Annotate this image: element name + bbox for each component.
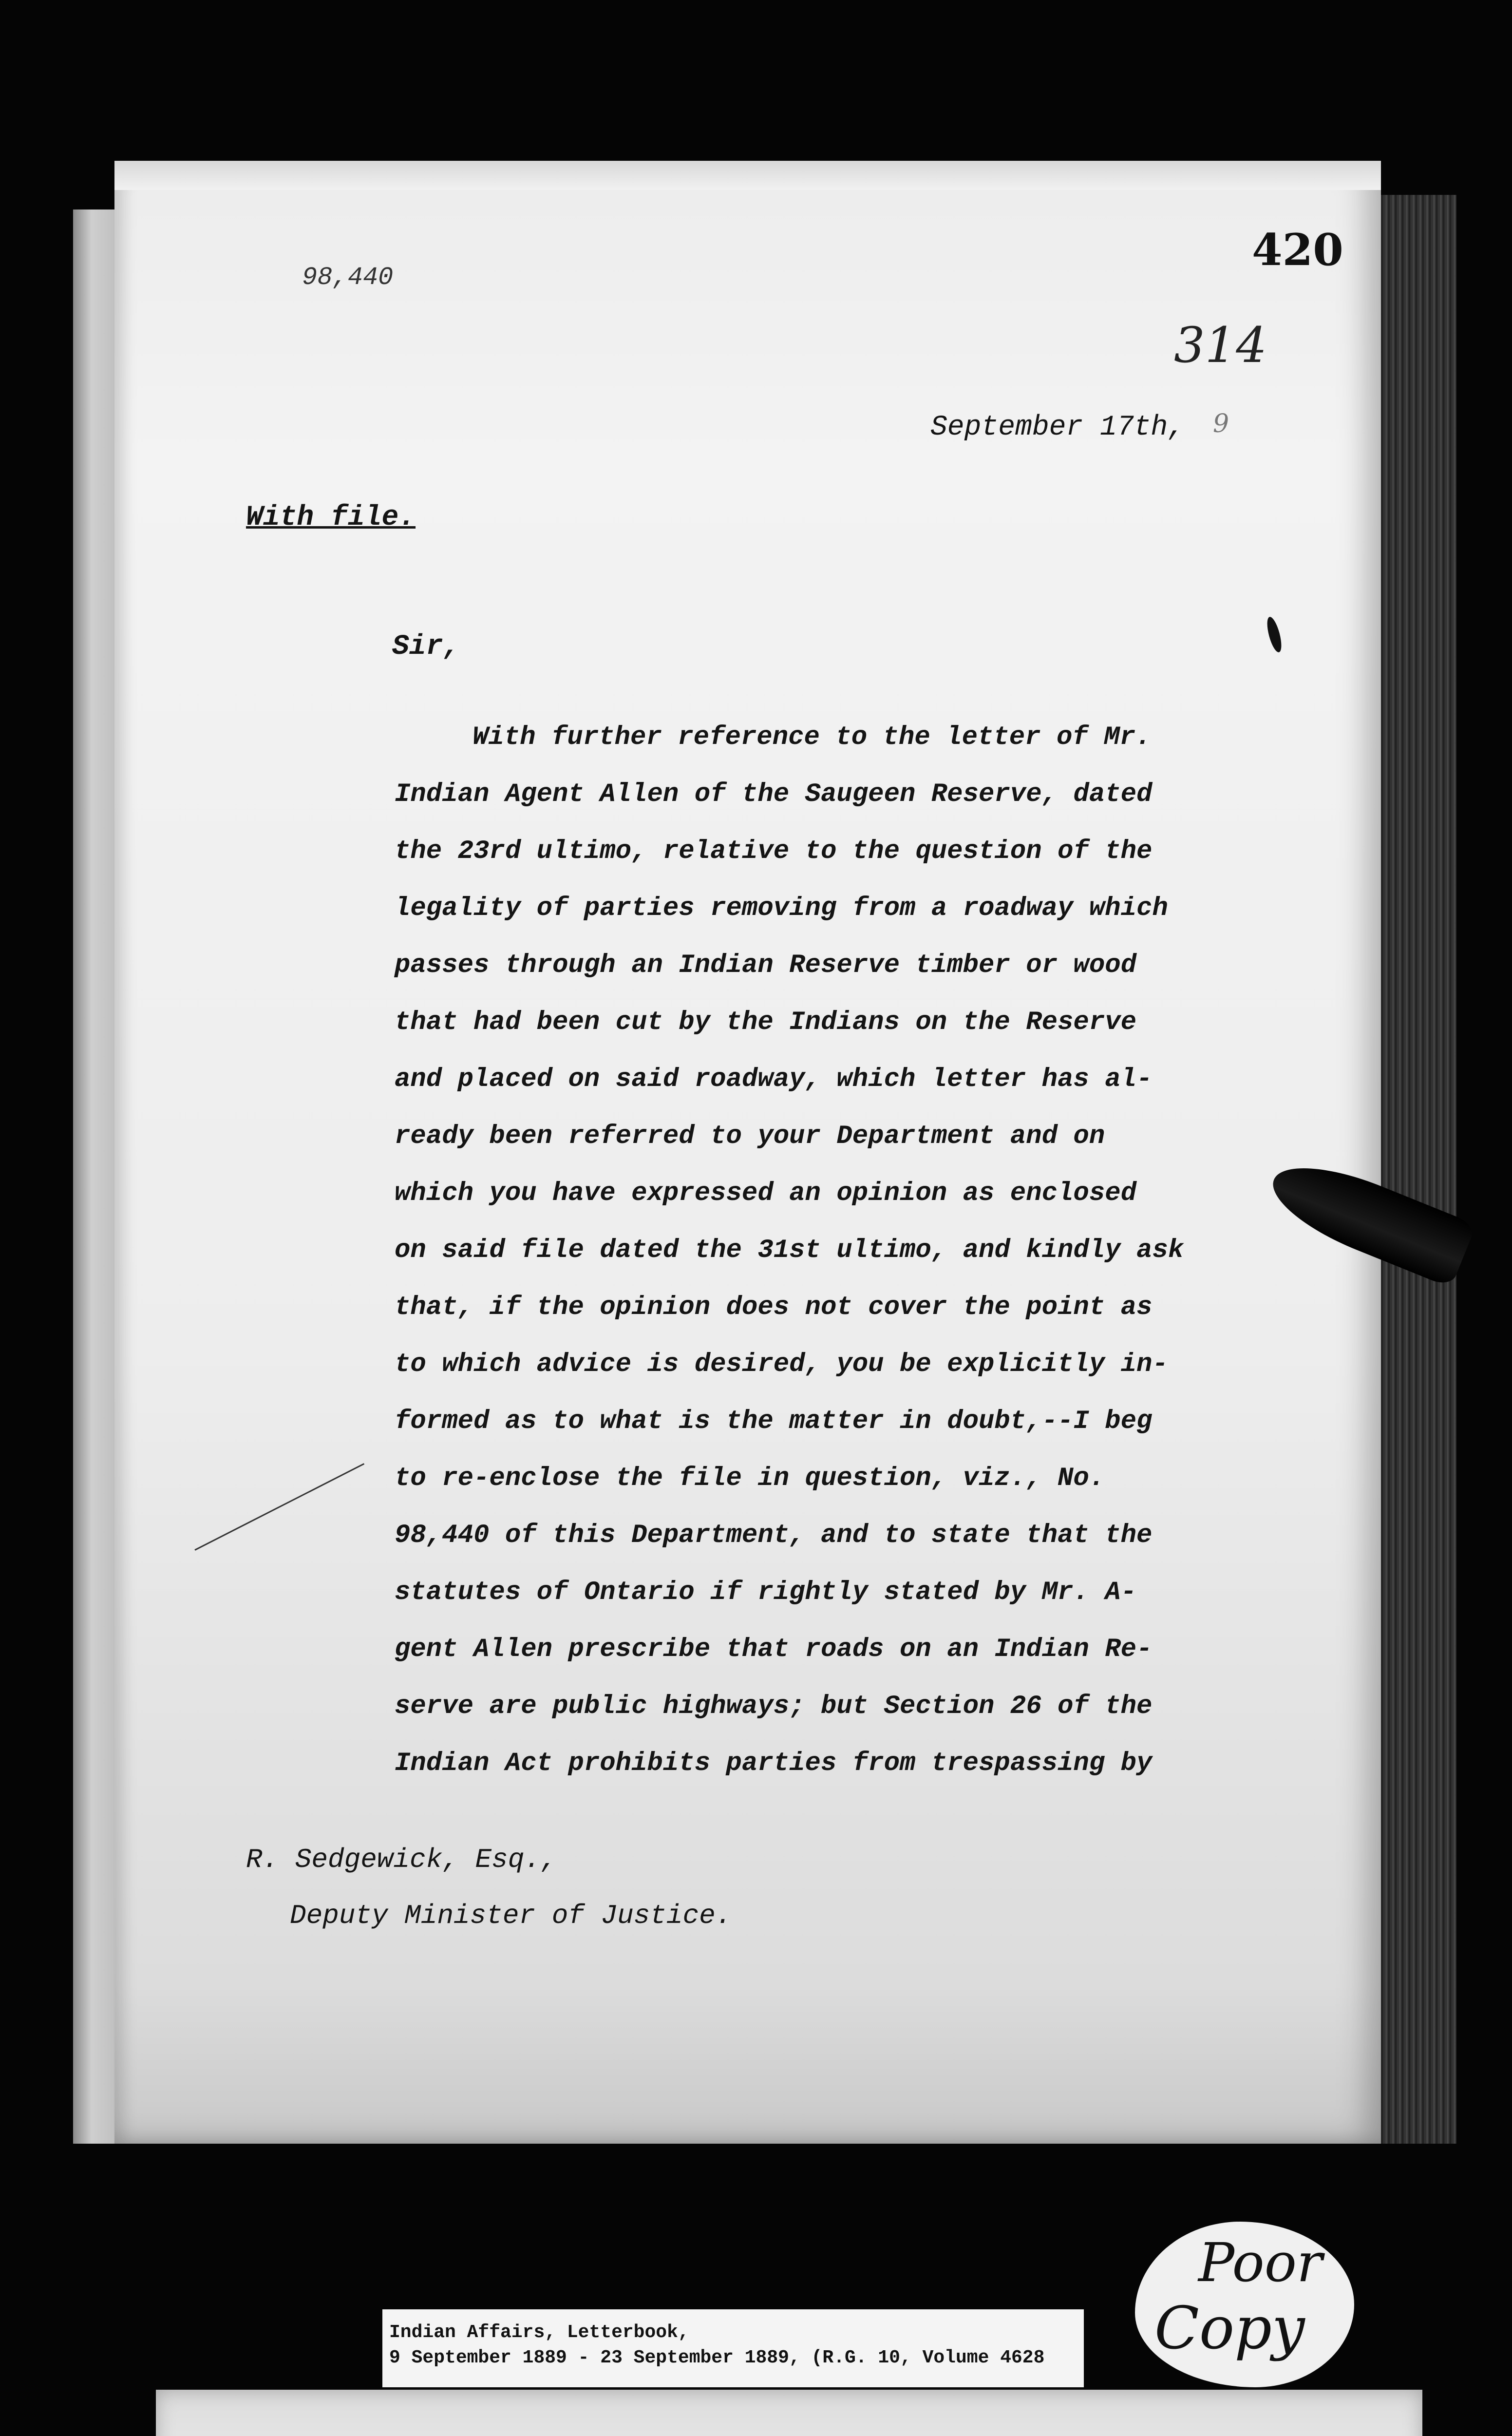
body-line: 98,440 of this Department, and to state that the: [395, 1521, 1153, 1550]
body-line: on said file dated the 31st ultimo, and kindly ask: [395, 1236, 1184, 1265]
body-line: gent Allen prescribe that roads on an Indian Re-: [395, 1635, 1153, 1664]
body-line: Indian Agent Allen of the Saugeen Reserve, dated: [395, 780, 1153, 809]
salutation: Sir,: [392, 631, 460, 663]
addressee-title: Deputy Minister of Justice.: [290, 1900, 732, 1931]
body-line: statutes of Ontario if rightly stated by Mr. A-: [395, 1578, 1137, 1607]
poor-copy-sticker: [1135, 2222, 1354, 2387]
caption-line-2: 9 September 1889 - 23 September 1889, (R.G. 10, Volume 4628: [389, 2347, 1045, 2368]
body-line: ready been referred to your Department and on: [395, 1122, 1105, 1151]
body-line: which you have expressed an opinion as enclosed: [395, 1179, 1137, 1208]
body-line: to re-enclose the file in question, viz., No.: [395, 1464, 1105, 1493]
letter-body: [395, 709, 1193, 1792]
body-line: legality of parties removing from a roadway which: [395, 894, 1168, 923]
caption-line-1: Indian Affairs, Letterbook,: [389, 2322, 689, 2343]
body-line: that, if the opinion does not cover the point as: [395, 1293, 1153, 1322]
letter-date: September 17th,: [930, 412, 1185, 443]
sticker-word-2: Copy: [1154, 2295, 1305, 2362]
body-line: to which advice is desired, you be explicitly in-: [395, 1350, 1168, 1379]
body-line: that had been cut by the Indians on the Reserve: [395, 1008, 1137, 1037]
page-top-fold: [114, 161, 1381, 190]
file-number: 98,440: [302, 263, 394, 292]
date-pencil-mark: 9: [1213, 409, 1229, 438]
body-line: passes through an Indian Reserve timber or wood: [395, 951, 1137, 980]
body-line: and placed on said roadway, which letter has al-: [395, 1065, 1153, 1094]
addressee-name: R. Sedgewick, Esq.,: [246, 1844, 557, 1875]
sticker-word-1: Poor: [1198, 2231, 1323, 2294]
archive-caption-label: [382, 2309, 1084, 2387]
body-line: serve are public highways; but Section 26 of the: [395, 1692, 1153, 1721]
body-line: formed as to what is the matter in doubt,--I beg: [395, 1407, 1153, 1436]
with-file-note: With file.: [246, 502, 416, 533]
handwritten-folio-number: 314: [1174, 317, 1267, 374]
body-line: With further reference to the letter of Mr.: [472, 723, 1152, 752]
body-line: Indian Act prohibits parties from trespassing by: [395, 1749, 1153, 1778]
page-number: 420: [1252, 224, 1343, 276]
previous-page-edge: [73, 209, 119, 2144]
body-line: the 23rd ultimo, relative to the question of the: [395, 837, 1153, 866]
public-archives-plate: [156, 2390, 1422, 2436]
